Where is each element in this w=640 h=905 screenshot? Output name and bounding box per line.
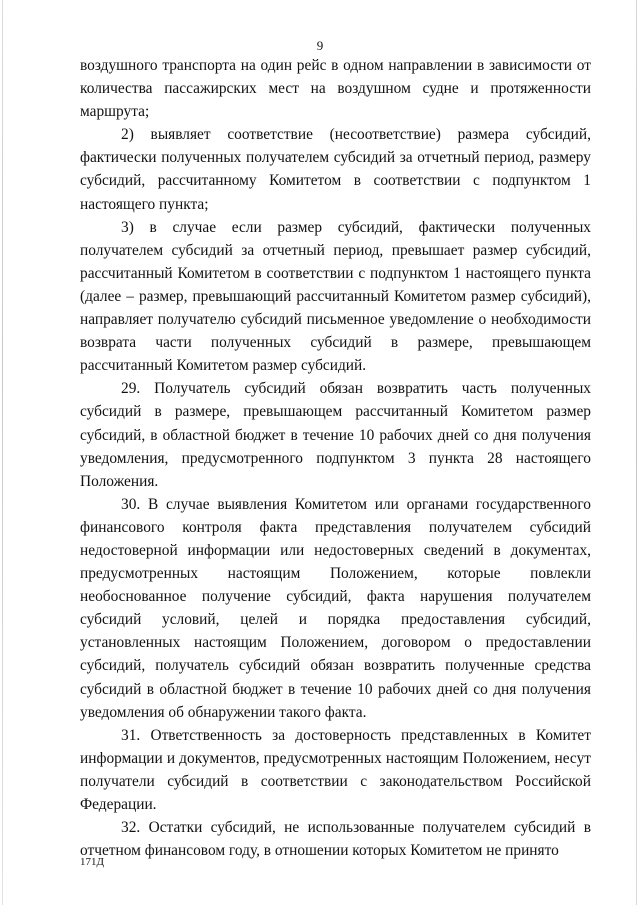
paragraph-30: 30. В случае выявления Комитетом или органами государственного финансового контроля факта представления получателем субсидий недостоверной информации или недостоверных сведений в документах, предусмотренных настоящим Положением, которые повлекли необоснованное получение субсидий, факта нарушения получателем субсидий условий, целей и порядка предоставления субсидий, установленных настоящим Положением, договором о предоставлении субсидий, получатель субсидий обязан возвратить полученные средства субсидий в областной бюджет в течение 10 рабочих дней со дня получения уведомления об обнаружении такого факта.	[80, 495, 591, 721]
paragraph-31: 31. Ответственность за достоверность представленных в Комитет информации и документов, предусмотренных настоящим Положением, несут получатели субсидий в соответствии с законодательством Российской Федерации.	[80, 726, 591, 813]
paragraph-32: 32. Остатки субсидий, не использованные получателем субсидий в отчетном финансовом году, в отношении которых Комитетом не принято	[80, 819, 591, 860]
paragraph-29: 29. Получатель субсидий обязан возвратить часть полученных субсидий в размере, превышающем рассчитанный Комитетом размер субсидий, в областной бюджет в течение 10 рабочих дней со дня получения уведомления, предусмотренного подпунктом 3 пункта 28 настоящего Положения.	[80, 380, 591, 490]
paragraph-subitem-2: 2) выявляет соответствие (несоответствие) размера субсидий, фактически полученных получателем субсидий за отчетный период, размеру субсидий, рассчитанному Комитетом в соответствии с подпунктом 1 настоящего пункта;	[80, 126, 591, 213]
scan-edge-right	[636, 0, 637, 905]
paragraph-continuation: воздушного транспорта на один рейс в одном направлении в зависимости от количества пассажирских мест на воздушном судне и протяженности маршрута;	[80, 57, 591, 121]
page-number: 9	[316, 38, 324, 53]
scan-edge-left	[2, 0, 3, 905]
document-body	[80, 54, 591, 862]
footer-code: 171Д	[80, 856, 105, 868]
paragraph-subitem-3: 3) в случае если размер субсидий, фактически полученных получателем субсидий за отчетный период, превышает размер субсидий, рассчитанный Комитетом в соответствии с подпунктом 1 настоящего пункта (далее – размер, превышающий рассчитанный Комитетом размер субсидий), направляет получателю субсидий письменное уведомление о необходимости возврата части полученных субсидий в размере, превышающем рассчитанный Комитетом размер субсидий.	[80, 218, 591, 375]
